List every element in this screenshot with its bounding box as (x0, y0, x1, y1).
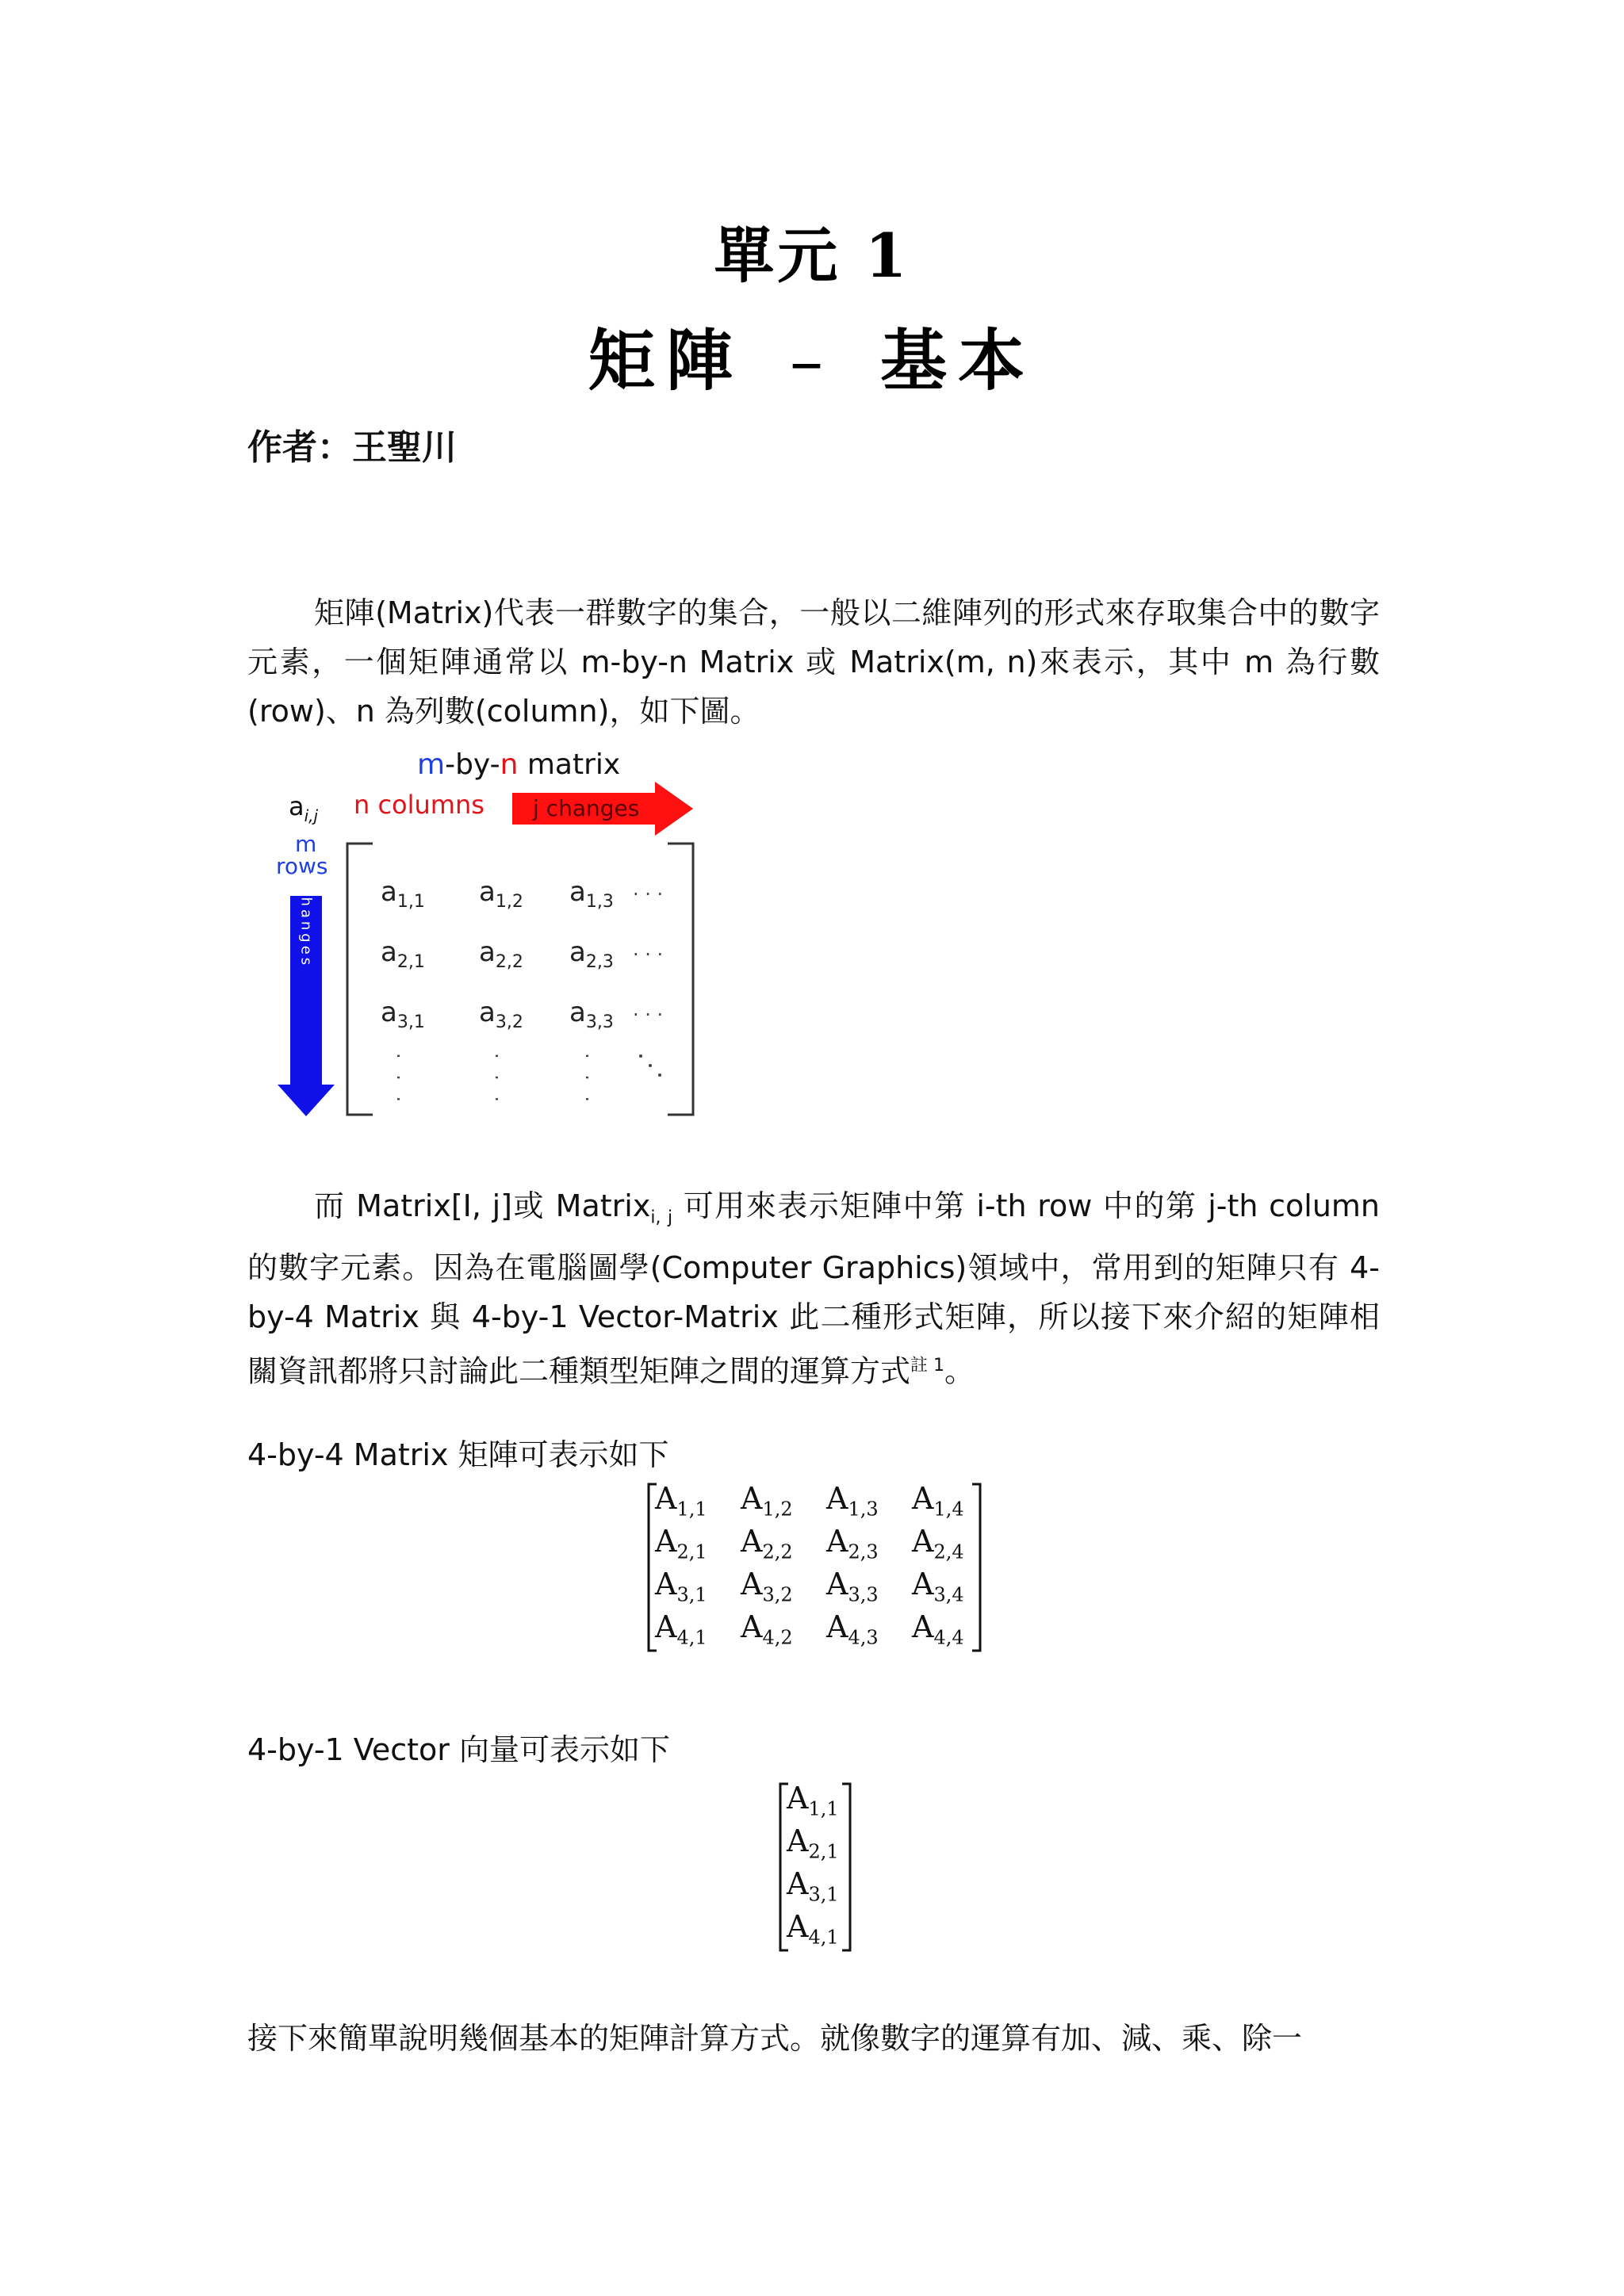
vector-caption: 4-by-1 Vector 向量可表示如下 (247, 1732, 670, 1767)
matrix-cell: $A_{3,1}$ (787, 1866, 839, 1906)
matrix-cell: $A_{4,4}$ (912, 1609, 964, 1649)
matrix-cell: $A_{3,1}$ (655, 1567, 707, 1606)
diagram-title-n: n (500, 748, 519, 781)
matrix-right-bracket (972, 1484, 980, 1651)
j-changes-arrow (512, 782, 693, 836)
unit-title: 單元 1 (714, 220, 910, 291)
vector-right-bracket (842, 1784, 850, 1950)
diagram-cell: $a_{2,3}$ (569, 936, 614, 972)
col-ellipsis: · · · (576, 1053, 598, 1108)
chapter-title-separator: – (790, 322, 834, 400)
matrix-cell: $A_{1,3}$ (826, 1481, 879, 1521)
matrix-cell: $A_{4,2}$ (741, 1609, 793, 1649)
chapter-title-left: 矩陣 (588, 321, 744, 400)
matrix-cell: $A_{2,4}$ (912, 1524, 964, 1563)
j-changes-label: j changes (533, 795, 640, 821)
intro-paragraph: 矩陣(Matrix)代表一群數字的集合，一般以二維陣列的形式來存取集合中的數字元素，一個矩陣通常以 m-by-n Matrix 或 Matrix(m, n)來表示，其中 m 為行數(row)、n 為列數(column)，如下圖。 (247, 595, 1380, 729)
vector-4x1 (776, 1781, 855, 1954)
matrix-cell: $A_{4,1}$ (655, 1609, 707, 1649)
diagram-cells (381, 876, 614, 1032)
aij-label: $a_{i,j}$ (289, 791, 319, 825)
col-ellipsis: · · · (387, 1053, 409, 1108)
diagram-cell: $a_{1,1}$ (381, 876, 425, 912)
diagram-ellipses (387, 883, 663, 1107)
m-label: m (295, 831, 317, 857)
matrix-cell: $A_{4,3}$ (826, 1609, 879, 1649)
n-columns-label: n columns (354, 790, 485, 820)
diag-ellipsis-dot (639, 1054, 642, 1058)
diagram-cell: $a_{2,1}$ (381, 936, 425, 972)
matrix-cell: $A_{1,1}$ (655, 1481, 707, 1521)
chapter-title (0, 308, 1624, 404)
matrix-cell: $A_{3,3}$ (826, 1567, 879, 1606)
diagram-cell: $a_{3,3}$ (569, 997, 614, 1032)
diagram-right-bracket (668, 844, 693, 1115)
diag-ellipsis-dot (649, 1064, 652, 1067)
diagram-title (417, 748, 620, 781)
matrix-cell: $A_{2,1}$ (655, 1524, 707, 1563)
matrix-cell: $A_{1,2}$ (741, 1481, 793, 1521)
diagram-cell: $a_{3,1}$ (381, 997, 425, 1032)
i-changes-arrow (278, 871, 335, 1116)
i-changes-label: i changes (297, 871, 315, 969)
diagram-title-by: -by- (445, 748, 500, 781)
row-ellipsis: · · · (633, 1004, 664, 1026)
diagram-cell: $a_{3,2}$ (479, 997, 523, 1032)
matrix-subscript: i, j (650, 1207, 673, 1228)
diagram-left-bracket (347, 844, 373, 1115)
matrix-cell: $A_{3,2}$ (741, 1567, 793, 1606)
matrix-element-paragraph: 而 Matrix[I, j]或 Matrix$_{i, j}$ 可用來表示矩陣中第 i-th row 中的第 j-th column 的數字元素。因為在電腦圖學(Computer Graphics)領域中，常用到的矩陣只有 4-by-4 Matrix 與 4-by-1 Vector-Matrix 此二種形式矩陣，所以接下來介紹的矩陣相關資訊都將只討論此二種類型矩陣之間的運算方式$^{註 1}$。 (247, 1188, 1380, 1389)
diag-ellipsis-dot (658, 1073, 661, 1077)
diagram-cell: $a_{2,2}$ (479, 936, 523, 972)
matrix-cell: $A_{4,1}$ (787, 1909, 839, 1949)
diagram-title-m: m (417, 748, 446, 781)
matrix-diagram (266, 745, 710, 1126)
row-ellipsis: · · · (633, 943, 664, 966)
matrix-cell: $A_{2,1}$ (787, 1823, 839, 1863)
rows-label: rows (276, 853, 328, 879)
diagram-cell: $a_{1,2}$ (479, 876, 523, 912)
matrix-cell: $A_{1,4}$ (912, 1481, 964, 1521)
matrix-caption: 4-by-4 Matrix 矩陣可表示如下 (247, 1437, 669, 1472)
diagram-title-rest: matrix (518, 748, 621, 781)
col-ellipsis: · · · (485, 1053, 508, 1108)
matrix-4x4 (644, 1481, 985, 1654)
footnote-marker: 註 1 (910, 1355, 945, 1376)
matrix-cell: $A_{2,3}$ (826, 1524, 879, 1563)
chapter-title-right: 基本 (880, 321, 1036, 400)
row-ellipsis: · · · (633, 883, 664, 905)
closing-paragraph: 接下來簡單說明幾個基本的矩陣計算方式。就像數字的運算有加、減、乘、除一 (247, 2021, 1303, 2056)
author-line: 作者：王聖川 (247, 427, 457, 468)
matrix-cell: $A_{1,1}$ (787, 1781, 839, 1820)
diagram-cell: $a_{1,3}$ (569, 876, 614, 912)
matrix-cell: $A_{2,2}$ (741, 1524, 793, 1563)
matrix-cell: $A_{3,4}$ (912, 1567, 964, 1606)
